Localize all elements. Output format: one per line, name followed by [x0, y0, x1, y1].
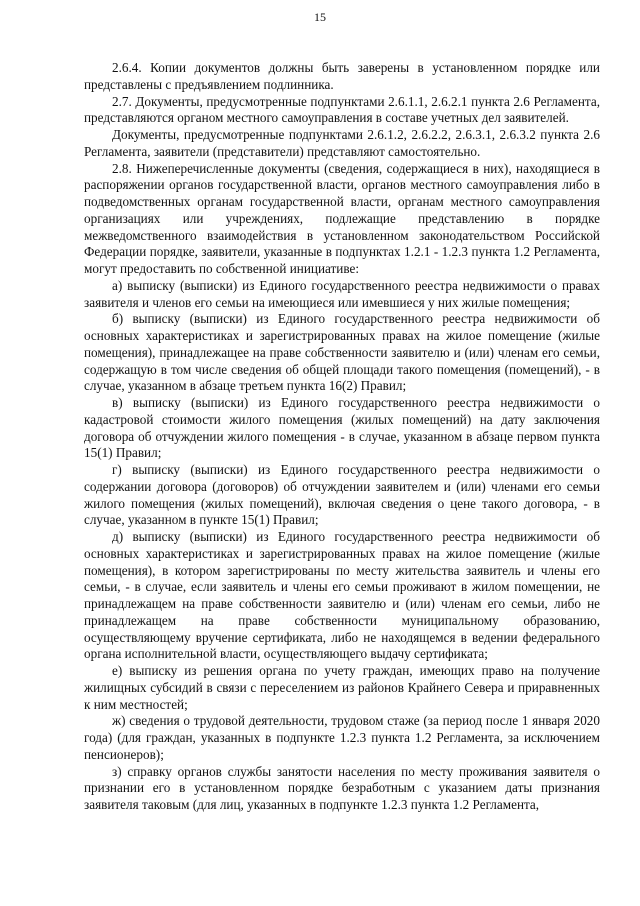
list-item-d: д) выписку (выписки) из Единого государственного реестра недвижимости об основных характеристиках и зарегистрированных правах на жилое помещение (жилые помещения), в котором зарегистрированы по месту жительства заявитель и члены его семьи, - в случае, если заявитель и члены его семьи проживают в жилом помещении, не принадлежащем на праве собственности заявителю и (или) членам его семьи, либо не принадлежащем на праве собственности муниципальному образованию, осуществляющему вручение сертификата, либо не находящемся в ведении федерального органа исполнительной власти, осуществляющего выдачу сертификата; — [84, 529, 600, 662]
list-item-e: е) выписку из решения органа по учету граждан, имеющих право на получение жилищных субсидий в связи с переселением из районов Крайнего Севера и приравненных к ним местностей; — [84, 663, 600, 712]
paragraph-2-8: 2.8. Нижеперечисленные документы (сведения, содержащиеся в них), находящиеся в распоряжении органов государственной власти, органов местного самоуправления либо в подведомственных органам государственной власти, органам местного самоуправления организациях или учреждениях, подлежащие представлению в порядке межведомственного взаимодействия в установленном законодательством Российской Федерации порядке, заявители, указанные в подпунктах 1.2.1 - 1.2.3 пункта 1.2 Регламента, могут предоставить по собственной инициативе: — [84, 160, 600, 276]
list-item-b: б) выписку (выписки) из Единого государственного реестра недвижимости об основных характеристиках и зарегистрированных правах на жилое помещение (жилые помещения), принадлежащее на праве собственности заявителю и (или) членам его семьи, содержащую в том числе сведения об общей площади такого помещения (помещений), - в случае, указанном в абзаце третьем пункта 16(2) Правил; — [84, 311, 600, 394]
list-item-v: в) выписку (выписки) из Единого государственного реестра недвижимости о кадастровой стоимости жилого помещения (жилых помещений) на дату заключения договора об отчуждении жилого помещения - в случае, указанном в абзаце первом пункта 15(1) Правил; — [84, 395, 600, 461]
page-number: 15 — [314, 10, 326, 24]
list-item-z: з) справку органов службы занятости населения по месту проживания заявителя о признании его в установленном порядке безработным с указанием даты признания заявителя таковым (для лиц, указанных в подпункте 1.2.3 пункта 1.2 Регламента, — [84, 763, 600, 812]
list-item-zh: ж) сведения о трудовой деятельности, трудовом стаже (за период после 1 января 2020 года) (для граждан, указанных в подпункте 1.2.3 пункта 1.2 Регламента, за исключением пенсионеров); — [84, 713, 600, 762]
paragraph-2-6-4: 2.6.4. Копии документов должны быть заверены в установленном порядке или представлены с предъявлением подлинника. — [84, 60, 600, 92]
document-body — [84, 60, 600, 814]
list-item-a: а) выписку (выписки) из Единого государственного реестра недвижимости о правах заявителя и членов его семьи на имеющиеся или имевшиеся у них жилые помещения; — [84, 277, 600, 310]
paragraph-2-7: 2.7. Документы, предусмотренные подпунктами 2.6.1.1, 2.6.2.1 пункта 2.6 Регламента, представляются органом местного самоуправления в составе учетных дел заявителей. — [84, 93, 600, 126]
paragraph-documents-self: Документы, предусмотренные подпунктами 2.6.1.2, 2.6.2.2, 2.6.3.1, 2.6.3.2 пункта 2.6 Регламента, заявители (представители) представляют самостоятельно. — [84, 127, 600, 159]
list-item-g: г) выписку (выписки) из Единого государственного реестра недвижимости о содержании договора (договоров) об отчуждении заявителем и (или) членами его семьи жилого помещения (жилых помещений), включая сведения о цене такого договора, - в случае, указанном в пункте 15(1) Правил; — [84, 462, 600, 528]
